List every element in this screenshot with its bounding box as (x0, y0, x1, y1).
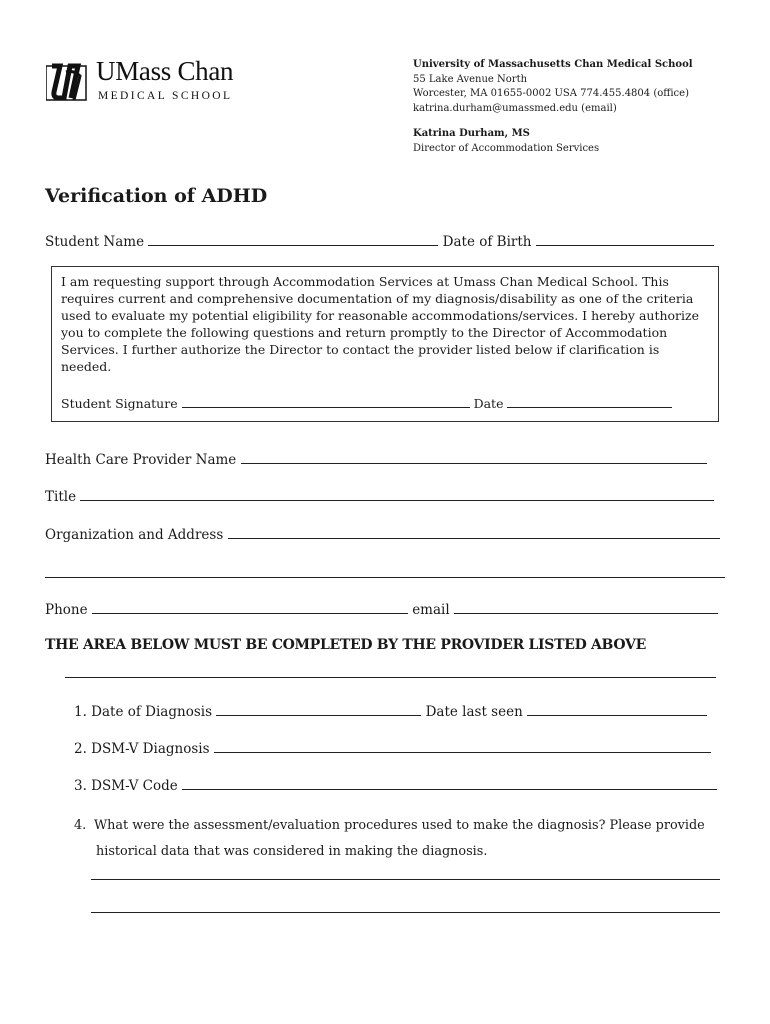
question-2 (74, 740, 711, 757)
phone-label: Phone (45, 602, 88, 618)
student-signature-field[interactable] (182, 395, 470, 408)
org-address-label: Organization and Address (45, 527, 224, 543)
heading-underline (65, 676, 716, 678)
director-name: Katrina Durham, MS (413, 128, 530, 139)
answer-line-1[interactable] (91, 878, 720, 880)
consent-text: I am requesting support through Accommodation Services at Umass Chan Medical School. This requires current and comprehensive documentation of my diagnosis/disability as one of the criteria used to evaluate my potential eligibility for reasonable accommodations/services. I hereby authorize you to complete the following questions and return promptly to the Director of Accommodation Services. I further authorize the Director to contact the provider listed below if clarification is needed. (61, 274, 700, 374)
question-4 (74, 813, 714, 865)
student-signature-label: Student Signature (61, 396, 178, 411)
date-of-diagnosis-label: 1. Date of Diagnosis (74, 704, 212, 720)
director-block (413, 127, 599, 156)
provider-name-row (45, 451, 707, 468)
date-of-diagnosis-field[interactable] (216, 703, 421, 716)
contact-email: katrina.durham@umassmed.edu (email) (413, 102, 617, 114)
dsm-code-field[interactable] (182, 777, 717, 790)
org-address-line-2[interactable] (45, 576, 725, 578)
phone-field[interactable] (92, 601, 408, 614)
umass-logo-icon (46, 62, 90, 102)
dob-label: Date of Birth (442, 234, 532, 250)
address-block (413, 58, 693, 116)
title-label: Title (45, 489, 77, 505)
signature-date-field[interactable] (507, 395, 672, 408)
logo-subtitle: MEDICAL SCHOOL (98, 90, 233, 102)
dsm-code-label: 3. DSM-V Code (74, 778, 178, 794)
email-field[interactable] (454, 601, 718, 614)
date-last-seen-field[interactable] (527, 703, 707, 716)
question-4-text-line-1: What were the assessment/evaluation procedures used to make the diagnosis? Please provide (94, 818, 705, 833)
email-label: email (412, 602, 450, 618)
org-address-row (45, 526, 720, 543)
student-name-label: Student Name (45, 234, 145, 250)
title-field[interactable] (80, 488, 714, 501)
date-last-seen-label: Date last seen (425, 704, 523, 720)
question-4-number: 4. (74, 818, 87, 833)
address-line-2: Worcester, MA 01655-0002 USA 774.455.4804 (office) (413, 88, 689, 99)
consent-box (51, 266, 719, 422)
title-row (45, 488, 714, 505)
student-name-field[interactable] (148, 233, 438, 246)
question-3 (74, 777, 717, 794)
phone-email-row (45, 601, 718, 618)
address-line-1: 55 Lake Avenue North (413, 73, 528, 85)
institution-name: University of Massachusetts Chan Medical School (413, 59, 693, 70)
provider-section-heading: THE AREA BELOW MUST BE COMPLETED BY THE PROVIDER LISTED ABOVE (45, 637, 646, 653)
question-4-text-line-2: historical data that was considered in making the diagnosis. (96, 844, 488, 859)
student-row (45, 233, 714, 250)
logo-title: UMass Chan (96, 56, 234, 86)
dsm-diagnosis-field[interactable] (214, 740, 711, 753)
umass-chan-logo (46, 56, 256, 108)
provider-name-label: Health Care Provider Name (45, 452, 237, 468)
director-title: Director of Accommodation Services (413, 142, 600, 154)
answer-line-2[interactable] (91, 911, 720, 913)
signature-date-label: Date (473, 396, 504, 411)
page-title: Verification of ADHD (45, 185, 268, 207)
question-1 (74, 703, 707, 720)
signature-row (61, 395, 672, 411)
dob-field[interactable] (536, 233, 714, 246)
org-address-field[interactable] (228, 526, 720, 539)
provider-name-field[interactable] (241, 451, 707, 464)
dsm-diagnosis-label: 2. DSM-V Diagnosis (74, 741, 210, 757)
